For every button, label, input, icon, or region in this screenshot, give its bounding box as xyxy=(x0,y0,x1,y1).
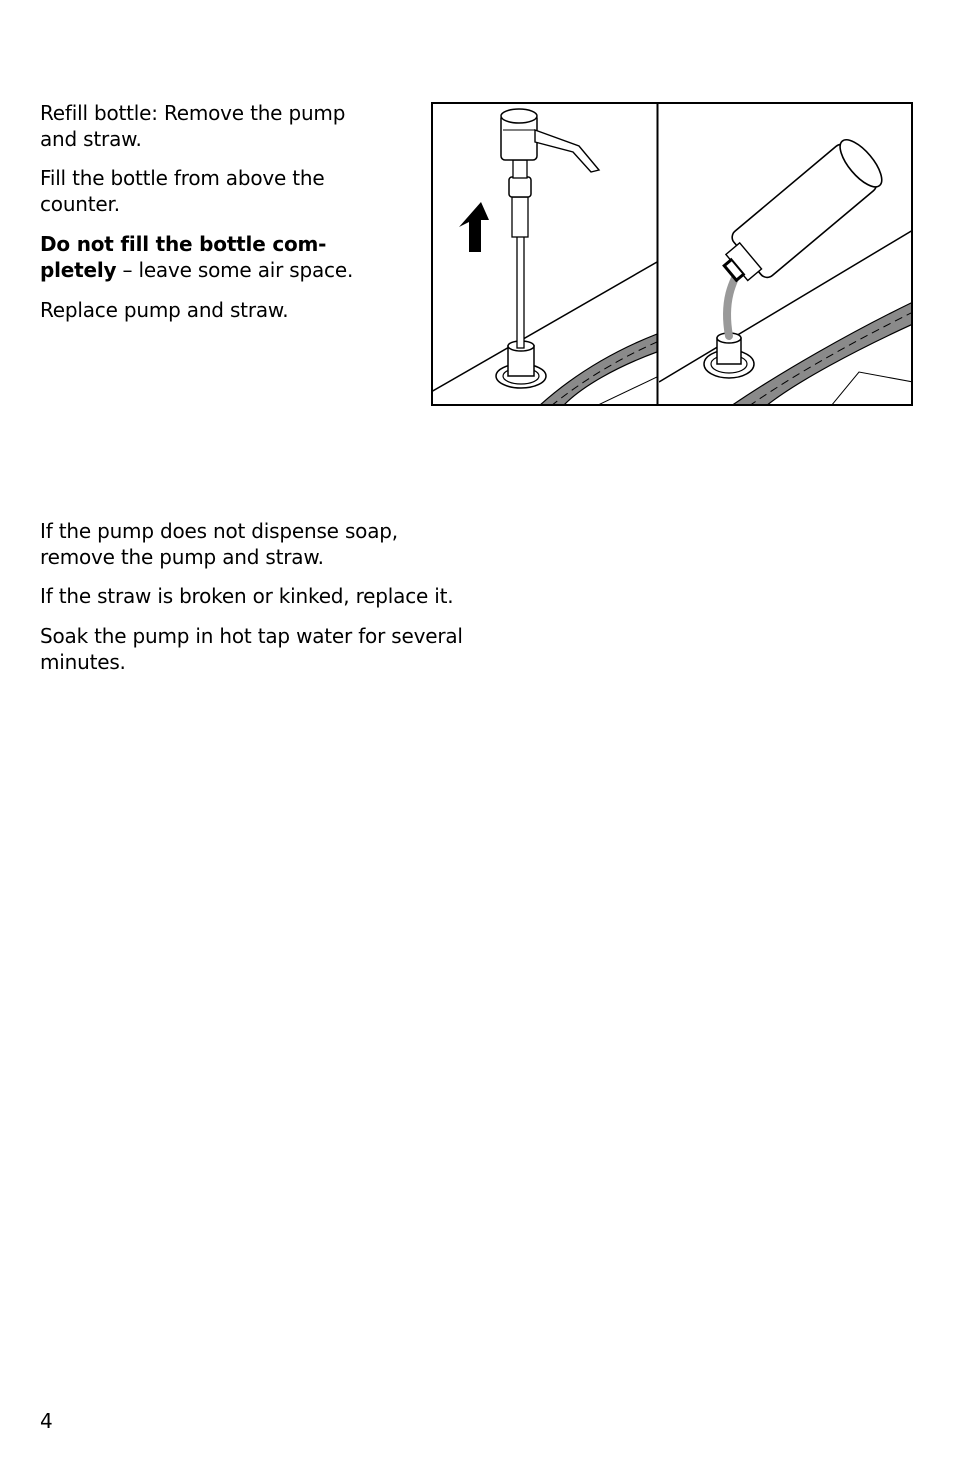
warning-rest: – leave some air space. xyxy=(116,258,354,282)
soak-instruction: Soak the pump in hot tap water for several minutes. xyxy=(40,624,463,674)
straw-instruction: If the straw is broken or kinked, replace it. xyxy=(40,584,454,608)
warning-instruction xyxy=(40,231,420,283)
refill-instruction: Refill bottle: Remove the pump and straw. xyxy=(40,101,346,151)
replace-instruction: Replace pump and straw. xyxy=(40,298,289,322)
remove-pump-panel xyxy=(431,109,657,406)
up-arrow-icon xyxy=(459,202,489,252)
fill-bottle-panel xyxy=(659,133,913,406)
warning-bold-line2: pletely xyxy=(40,258,117,282)
warning-bold-line1: Do not fill the bottle com- xyxy=(40,232,327,256)
page-number: 4 xyxy=(40,1409,53,1433)
refill-illustration xyxy=(431,102,913,406)
fill-instruction: Fill the bottle from above the counter. xyxy=(40,166,325,216)
pump-troubleshoot-instruction: If the pump does not dispense soap, remove the pump and straw. xyxy=(40,519,398,569)
